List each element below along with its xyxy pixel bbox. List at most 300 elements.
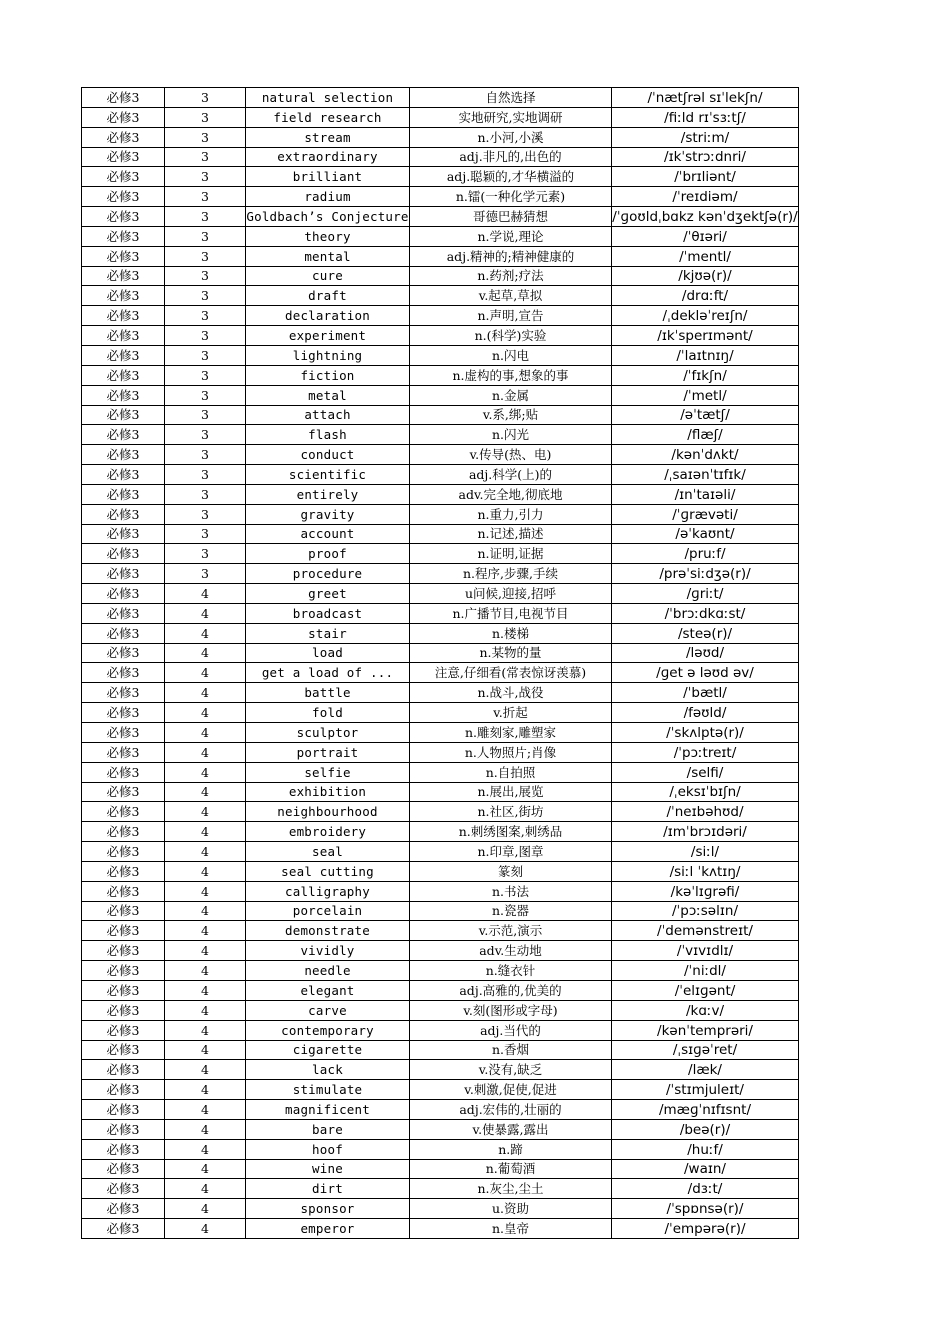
table-row xyxy=(82,88,799,108)
word-cell: brilliant xyxy=(246,167,410,187)
phonetic-cell: /huːf/ xyxy=(612,1139,799,1159)
word-cell: vividly xyxy=(246,941,410,961)
word-cell: exhibition xyxy=(246,782,410,802)
book-cell: 必修3 xyxy=(82,723,165,743)
unit-cell: 4 xyxy=(165,663,246,683)
phonetic-cell: /ˈdemənstreɪt/ xyxy=(612,921,799,941)
book-cell: 必修3 xyxy=(82,286,165,306)
unit-cell: 3 xyxy=(165,345,246,365)
table-row xyxy=(82,1100,799,1120)
phonetic-cell: /əˈkaʊnt/ xyxy=(612,524,799,544)
phonetic-cell: /ˈθɪəri/ xyxy=(612,226,799,246)
phonetic-cell: /ˈelɪɡənt/ xyxy=(612,980,799,1000)
meaning-cell: n.刺绣图案,刺绣品 xyxy=(410,822,612,842)
unit-cell: 4 xyxy=(165,921,246,941)
phonetic-cell: /drɑːft/ xyxy=(612,286,799,306)
meaning-cell: n.楼梯 xyxy=(410,623,612,643)
meaning-cell: n.闪光 xyxy=(410,425,612,445)
word-cell: natural selection xyxy=(246,88,410,108)
phonetic-cell: /kənˈtemprəri/ xyxy=(612,1020,799,1040)
unit-cell: 4 xyxy=(165,762,246,782)
unit-cell: 4 xyxy=(165,1100,246,1120)
meaning-cell: n.蹄 xyxy=(410,1139,612,1159)
vocabulary-table xyxy=(81,87,799,1239)
book-cell: 必修3 xyxy=(82,603,165,623)
word-cell: get a load of ... xyxy=(246,663,410,683)
word-cell: broadcast xyxy=(246,603,410,623)
meaning-cell: n.皇帝 xyxy=(410,1219,612,1239)
word-cell: neighbourhood xyxy=(246,802,410,822)
phonetic-cell: /selfi/ xyxy=(612,762,799,782)
meaning-cell: n.小河,小溪 xyxy=(410,127,612,147)
table-row xyxy=(82,107,799,127)
word-cell: cure xyxy=(246,266,410,286)
unit-cell: 4 xyxy=(165,822,246,842)
word-cell: wine xyxy=(246,1159,410,1179)
book-cell: 必修3 xyxy=(82,802,165,822)
phonetic-cell: /ɪkˈsperɪmənt/ xyxy=(612,326,799,346)
book-cell: 必修3 xyxy=(82,564,165,584)
meaning-cell: n.(科学)实验 xyxy=(410,326,612,346)
phonetic-cell: /ˈbrɪliənt/ xyxy=(612,167,799,187)
word-cell: theory xyxy=(246,226,410,246)
phonetic-cell: /prəˈsiːdʒə(r)/ xyxy=(612,564,799,584)
unit-cell: 4 xyxy=(165,861,246,881)
meaning-cell: 自然选择 xyxy=(410,88,612,108)
meaning-cell: n.广播节目,电视节目 xyxy=(410,603,612,623)
phonetic-cell: /ɪnˈtaɪəli/ xyxy=(612,484,799,504)
unit-cell: 4 xyxy=(165,603,246,623)
phonetic-cell: /ˈlaɪtnɪŋ/ xyxy=(612,345,799,365)
book-cell: 必修3 xyxy=(82,881,165,901)
unit-cell: 4 xyxy=(165,1219,246,1239)
meaning-cell: v.折起 xyxy=(410,703,612,723)
phonetic-cell: /kɑːv/ xyxy=(612,1000,799,1020)
meaning-cell: 注意,仔细看(常表惊讶羡慕) xyxy=(410,663,612,683)
word-cell: seal xyxy=(246,842,410,862)
word-cell: metal xyxy=(246,385,410,405)
table-row xyxy=(82,405,799,425)
unit-cell: 3 xyxy=(165,326,246,346)
phonetic-cell: /kəˈlɪɡrəfi/ xyxy=(612,881,799,901)
phonetic-cell: /ˈpɔːsəlɪn/ xyxy=(612,901,799,921)
meaning-cell: adv.完全地,彻底地 xyxy=(410,484,612,504)
book-cell: 必修3 xyxy=(82,306,165,326)
table-row xyxy=(82,842,799,862)
unit-cell: 4 xyxy=(165,1139,246,1159)
word-cell: demonstrate xyxy=(246,921,410,941)
book-cell: 必修3 xyxy=(82,484,165,504)
unit-cell: 4 xyxy=(165,1080,246,1100)
meaning-cell: n.社区,街坊 xyxy=(410,802,612,822)
phonetic-cell: /ˌsaɪənˈtɪfɪk/ xyxy=(612,465,799,485)
book-cell: 必修3 xyxy=(82,1119,165,1139)
book-cell: 必修3 xyxy=(82,147,165,167)
table-row xyxy=(82,1080,799,1100)
phonetic-cell: /əˈtætʃ/ xyxy=(612,405,799,425)
phonetic-cell: /ˈnætʃrəl sɪˈlekʃn/ xyxy=(612,88,799,108)
table-row xyxy=(82,167,799,187)
table-row xyxy=(82,961,799,981)
meaning-cell: n.人物照片;肖像 xyxy=(410,742,612,762)
book-cell: 必修3 xyxy=(82,524,165,544)
phonetic-cell: /ˈɡrævəti/ xyxy=(612,504,799,524)
unit-cell: 4 xyxy=(165,941,246,961)
meaning-cell: adv.生动地 xyxy=(410,941,612,961)
vocabulary-table-body xyxy=(82,88,799,1239)
phonetic-cell: /ˌsɪɡəˈret/ xyxy=(612,1040,799,1060)
unit-cell: 4 xyxy=(165,723,246,743)
meaning-cell: n.程序,步骤,手续 xyxy=(410,564,612,584)
book-cell: 必修3 xyxy=(82,88,165,108)
meaning-cell: n.声明,宣告 xyxy=(410,306,612,326)
table-row xyxy=(82,703,799,723)
phonetic-cell: /kənˈdʌkt/ xyxy=(612,445,799,465)
phonetic-cell: /ˈempərə(r)/ xyxy=(612,1219,799,1239)
table-row xyxy=(82,623,799,643)
unit-cell: 3 xyxy=(165,544,246,564)
word-cell: lack xyxy=(246,1060,410,1080)
book-cell: 必修3 xyxy=(82,1219,165,1239)
book-cell: 必修3 xyxy=(82,107,165,127)
table-row xyxy=(82,445,799,465)
unit-cell: 4 xyxy=(165,802,246,822)
meaning-cell: n.虚构的事,想象的事 xyxy=(410,365,612,385)
table-row xyxy=(82,465,799,485)
unit-cell: 4 xyxy=(165,1179,246,1199)
word-cell: Goldbach’s Conjecture xyxy=(246,207,410,227)
unit-cell: 3 xyxy=(165,425,246,445)
book-cell: 必修3 xyxy=(82,445,165,465)
book-cell: 必修3 xyxy=(82,1000,165,1020)
phonetic-cell: /ˈspɒnsə(r)/ xyxy=(612,1199,799,1219)
book-cell: 必修3 xyxy=(82,385,165,405)
meaning-cell: n.葡萄酒 xyxy=(410,1159,612,1179)
book-cell: 必修3 xyxy=(82,980,165,1000)
unit-cell: 4 xyxy=(165,1199,246,1219)
meaning-cell: n.记述,描述 xyxy=(410,524,612,544)
book-cell: 必修3 xyxy=(82,1159,165,1179)
meaning-cell: adj.非凡的,出色的 xyxy=(410,147,612,167)
unit-cell: 3 xyxy=(165,187,246,207)
table-row xyxy=(82,861,799,881)
word-cell: contemporary xyxy=(246,1020,410,1040)
book-cell: 必修3 xyxy=(82,266,165,286)
word-cell: selfie xyxy=(246,762,410,782)
table-row xyxy=(82,901,799,921)
phonetic-cell: /ɡriːt/ xyxy=(612,584,799,604)
meaning-cell: n.自拍照 xyxy=(410,762,612,782)
meaning-cell: n.学说,理论 xyxy=(410,226,612,246)
table-row xyxy=(82,742,799,762)
meaning-cell: v.刺激,促使,促进 xyxy=(410,1080,612,1100)
word-cell: dirt xyxy=(246,1179,410,1199)
phonetic-cell: /ˈniːdl/ xyxy=(612,961,799,981)
meaning-cell: adj.高雅的,优美的 xyxy=(410,980,612,1000)
word-cell: attach xyxy=(246,405,410,425)
meaning-cell: 篆刻 xyxy=(410,861,612,881)
meaning-cell: n.瓷器 xyxy=(410,901,612,921)
unit-cell: 4 xyxy=(165,742,246,762)
meaning-cell: n.某物的量 xyxy=(410,643,612,663)
book-cell: 必修3 xyxy=(82,782,165,802)
book-cell: 必修3 xyxy=(82,623,165,643)
phonetic-cell: /ˌdekləˈreɪʃn/ xyxy=(612,306,799,326)
word-cell: conduct xyxy=(246,445,410,465)
unit-cell: 3 xyxy=(165,207,246,227)
meaning-cell: v.刻(图形或字母) xyxy=(410,1000,612,1020)
table-row xyxy=(82,266,799,286)
word-cell: stimulate xyxy=(246,1080,410,1100)
meaning-cell: n.闪电 xyxy=(410,345,612,365)
unit-cell: 4 xyxy=(165,1000,246,1020)
unit-cell: 3 xyxy=(165,147,246,167)
book-cell: 必修3 xyxy=(82,822,165,842)
table-row xyxy=(82,504,799,524)
table-row xyxy=(82,822,799,842)
word-cell: magnificent xyxy=(246,1100,410,1120)
word-cell: seal cutting xyxy=(246,861,410,881)
unit-cell: 3 xyxy=(165,246,246,266)
word-cell: bare xyxy=(246,1119,410,1139)
word-cell: calligraphy xyxy=(246,881,410,901)
unit-cell: 4 xyxy=(165,782,246,802)
book-cell: 必修3 xyxy=(82,703,165,723)
book-cell: 必修3 xyxy=(82,187,165,207)
phonetic-cell: /ˈmentl/ xyxy=(612,246,799,266)
unit-cell: 3 xyxy=(165,127,246,147)
phonetic-cell: /dɜːt/ xyxy=(612,1179,799,1199)
word-cell: account xyxy=(246,524,410,544)
word-cell: cigarette xyxy=(246,1040,410,1060)
table-row xyxy=(82,881,799,901)
unit-cell: 3 xyxy=(165,286,246,306)
meaning-cell: v.没有,缺乏 xyxy=(410,1060,612,1080)
word-cell: declaration xyxy=(246,306,410,326)
meaning-cell: 实地研究,实地调研 xyxy=(410,107,612,127)
meaning-cell: adj.当代的 xyxy=(410,1020,612,1040)
word-cell: stream xyxy=(246,127,410,147)
unit-cell: 4 xyxy=(165,961,246,981)
word-cell: proof xyxy=(246,544,410,564)
phonetic-cell: /ˈstɪmjuleɪt/ xyxy=(612,1080,799,1100)
book-cell: 必修3 xyxy=(82,861,165,881)
table-row xyxy=(82,127,799,147)
table-row xyxy=(82,484,799,504)
book-cell: 必修3 xyxy=(82,544,165,564)
meaning-cell: n.印章,图章 xyxy=(410,842,612,862)
word-cell: extraordinary xyxy=(246,147,410,167)
book-cell: 必修3 xyxy=(82,961,165,981)
book-cell: 必修3 xyxy=(82,941,165,961)
meaning-cell: n.书法 xyxy=(410,881,612,901)
book-cell: 必修3 xyxy=(82,921,165,941)
table-row xyxy=(82,603,799,623)
word-cell: flash xyxy=(246,425,410,445)
meaning-cell: 哥德巴赫猜想 xyxy=(410,207,612,227)
table-row xyxy=(82,802,799,822)
word-cell: porcelain xyxy=(246,901,410,921)
word-cell: procedure xyxy=(246,564,410,584)
unit-cell: 3 xyxy=(165,484,246,504)
unit-cell: 4 xyxy=(165,683,246,703)
word-cell: greet xyxy=(246,584,410,604)
unit-cell: 4 xyxy=(165,1159,246,1179)
word-cell: elegant xyxy=(246,980,410,1000)
meaning-cell: n.灰尘,尘土 xyxy=(410,1179,612,1199)
book-cell: 必修3 xyxy=(82,465,165,485)
phonetic-cell: /ˌeksɪˈbɪʃn/ xyxy=(612,782,799,802)
word-cell: sculptor xyxy=(246,723,410,743)
word-cell: entirely xyxy=(246,484,410,504)
meaning-cell: v.系,绑;贴 xyxy=(410,405,612,425)
table-row xyxy=(82,147,799,167)
word-cell: hoof xyxy=(246,1139,410,1159)
unit-cell: 4 xyxy=(165,901,246,921)
phonetic-cell: /siːl ˈkʌtɪŋ/ xyxy=(612,861,799,881)
unit-cell: 4 xyxy=(165,980,246,1000)
table-row xyxy=(82,326,799,346)
word-cell: portrait xyxy=(246,742,410,762)
book-cell: 必修3 xyxy=(82,1080,165,1100)
phonetic-cell: /læk/ xyxy=(612,1060,799,1080)
table-row xyxy=(82,544,799,564)
word-cell: scientific xyxy=(246,465,410,485)
table-row xyxy=(82,980,799,1000)
book-cell: 必修3 xyxy=(82,1179,165,1199)
unit-cell: 4 xyxy=(165,1119,246,1139)
unit-cell: 4 xyxy=(165,1040,246,1060)
table-row xyxy=(82,584,799,604)
meaning-cell: adj.科学(上)的 xyxy=(410,465,612,485)
phonetic-cell: /ˈbætl/ xyxy=(612,683,799,703)
table-row xyxy=(82,643,799,663)
book-cell: 必修3 xyxy=(82,226,165,246)
phonetic-cell: /fiːld rɪˈsɜːtʃ/ xyxy=(612,107,799,127)
table-row xyxy=(82,226,799,246)
table-row xyxy=(82,345,799,365)
phonetic-cell: /ɪkˈstrɔːdnri/ xyxy=(612,147,799,167)
word-cell: load xyxy=(246,643,410,663)
word-cell: fold xyxy=(246,703,410,723)
table-row xyxy=(82,564,799,584)
word-cell: lightning xyxy=(246,345,410,365)
meaning-cell: n.证明,证据 xyxy=(410,544,612,564)
phonetic-cell: /steə(r)/ xyxy=(612,623,799,643)
unit-cell: 3 xyxy=(165,365,246,385)
unit-cell: 4 xyxy=(165,1020,246,1040)
table-row xyxy=(82,782,799,802)
word-cell: stair xyxy=(246,623,410,643)
unit-cell: 3 xyxy=(165,524,246,544)
unit-cell: 3 xyxy=(165,465,246,485)
unit-cell: 3 xyxy=(165,445,246,465)
book-cell: 必修3 xyxy=(82,246,165,266)
book-cell: 必修3 xyxy=(82,663,165,683)
book-cell: 必修3 xyxy=(82,584,165,604)
table-row xyxy=(82,385,799,405)
table-row xyxy=(82,365,799,385)
phonetic-cell: /flæʃ/ xyxy=(612,425,799,445)
book-cell: 必修3 xyxy=(82,504,165,524)
unit-cell: 4 xyxy=(165,584,246,604)
table-row xyxy=(82,941,799,961)
table-row xyxy=(82,683,799,703)
phonetic-cell: /ɡet ə ləʊd əv/ xyxy=(612,663,799,683)
table-row xyxy=(82,1139,799,1159)
word-cell: radium xyxy=(246,187,410,207)
phonetic-cell: /kjʊə(r)/ xyxy=(612,266,799,286)
table-row xyxy=(82,921,799,941)
table-row xyxy=(82,524,799,544)
meaning-cell: n.重力,引力 xyxy=(410,504,612,524)
unit-cell: 4 xyxy=(165,881,246,901)
word-cell: mental xyxy=(246,246,410,266)
book-cell: 必修3 xyxy=(82,1199,165,1219)
unit-cell: 3 xyxy=(165,88,246,108)
book-cell: 必修3 xyxy=(82,842,165,862)
table-row xyxy=(82,762,799,782)
meaning-cell: v.起草,草拟 xyxy=(410,286,612,306)
phonetic-cell: /waɪn/ xyxy=(612,1159,799,1179)
phonetic-cell: /pruːf/ xyxy=(612,544,799,564)
unit-cell: 3 xyxy=(165,306,246,326)
phonetic-cell: /beə(r)/ xyxy=(612,1119,799,1139)
book-cell: 必修3 xyxy=(82,762,165,782)
table-row xyxy=(82,306,799,326)
book-cell: 必修3 xyxy=(82,742,165,762)
book-cell: 必修3 xyxy=(82,207,165,227)
table-row xyxy=(82,1000,799,1020)
meaning-cell: n.金属 xyxy=(410,385,612,405)
phonetic-cell: /ˈneɪbəhʊd/ xyxy=(612,802,799,822)
phonetic-cell: /ləʊd/ xyxy=(612,643,799,663)
unit-cell: 3 xyxy=(165,405,246,425)
table-row xyxy=(82,207,799,227)
phonetic-cell: /ˈskʌlptə(r)/ xyxy=(612,723,799,743)
unit-cell: 3 xyxy=(165,266,246,286)
phonetic-cell: /striːm/ xyxy=(612,127,799,147)
book-cell: 必修3 xyxy=(82,683,165,703)
meaning-cell: n.镭(一种化学元素) xyxy=(410,187,612,207)
book-cell: 必修3 xyxy=(82,901,165,921)
table-row xyxy=(82,1040,799,1060)
word-cell: needle xyxy=(246,961,410,981)
unit-cell: 3 xyxy=(165,167,246,187)
phonetic-cell: /siːl/ xyxy=(612,842,799,862)
book-cell: 必修3 xyxy=(82,127,165,147)
table-row xyxy=(82,425,799,445)
book-cell: 必修3 xyxy=(82,425,165,445)
unit-cell: 3 xyxy=(165,226,246,246)
book-cell: 必修3 xyxy=(82,643,165,663)
phonetic-cell: /mæɡˈnɪfɪsnt/ xyxy=(612,1100,799,1120)
table-row xyxy=(82,1119,799,1139)
meaning-cell: v.传导(热、电) xyxy=(410,445,612,465)
unit-cell: 3 xyxy=(165,504,246,524)
table-row xyxy=(82,1159,799,1179)
phonetic-cell: /ɪmˈbrɔɪdəri/ xyxy=(612,822,799,842)
table-row xyxy=(82,723,799,743)
word-cell: experiment xyxy=(246,326,410,346)
meaning-cell: v.示范,演示 xyxy=(410,921,612,941)
table-row xyxy=(82,1020,799,1040)
table-row xyxy=(82,286,799,306)
table-row xyxy=(82,1060,799,1080)
phonetic-cell: /ˈfɪkʃn/ xyxy=(612,365,799,385)
meaning-cell: n.药剂;疗法 xyxy=(410,266,612,286)
word-cell: draft xyxy=(246,286,410,306)
